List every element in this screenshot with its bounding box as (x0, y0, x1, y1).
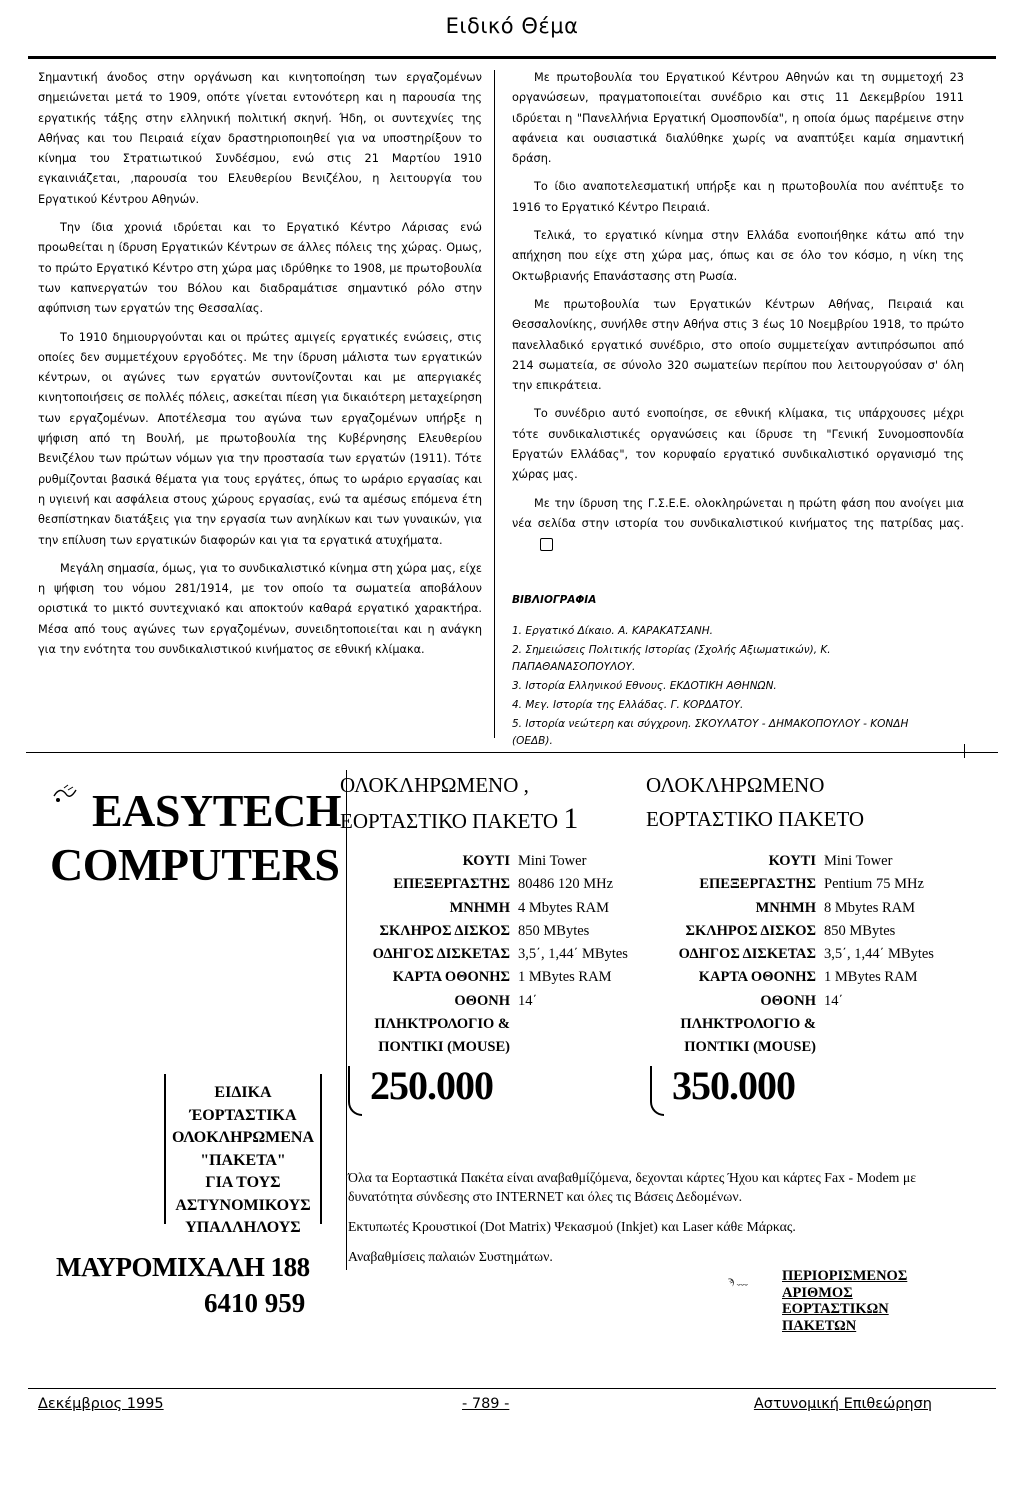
limited-offer-line: ΠΑΚΕΤΩΝ (782, 1317, 857, 1334)
package-price: 350.000 (672, 1063, 795, 1108)
advertisement-notes (348, 1168, 948, 1277)
spec-label: ΚΟΥΤΙ (462, 853, 510, 869)
package-accessory: ΠΟΝΤΙΚΙ (MOUSE) (684, 1039, 816, 1056)
package-price: 250.000 (370, 1063, 493, 1108)
spec-row (646, 897, 936, 920)
brand-logo-icon (52, 784, 78, 804)
spec-label: ΜΝΗΜΗ (755, 899, 816, 916)
article-paragraph: Το 1910 δημιουργούνται και οι πρώτες αμιγείς εργατικές ενώσεις, στις οποίες δεν συμμετέχουν εργοδότες. Με την ίδρυση μάλιστα των εργατικών κέντρων, οι αγώνες των εργατών συντονίζονται και με απεργιακές κινητοποιήσεις σε πολλές πόλεις, ασκείται πίεση για δικαιότερη μεταχείρηση των εργαζομένων. Αποτέλεσμα του αγώνα των εργαζομένων υπήρξε η ψήφιση από τη Βουλή, με πρωτοβουλία της Κυβέρνησης Ελευθερίου Βενιζέλου των πρώτων νόμων για την προστασία των εργατών (1911). Τότε ρυθμίζονται βασικά θέματα για τους εργάτες, όπως το ωράριο εργασίας και η υγιεινή και ασφάλεια στους χώρους εργασίας, ενώ τα αμέσως επόμενα έτη θεσπίστηκαν διατάξεις για την εργασία των ανηλίκων και των γυναικών, για την επίλυση των εργατικών διαφορών και για τα εργατικά ατυχήματα. (38, 330, 482, 547)
spec-label: ΕΠΕΞΕΡΓΑΣΤΗΣ (393, 876, 510, 893)
column-divider (494, 70, 495, 738)
spec-value: 14΄ (824, 992, 844, 1009)
limited-offer-line: ΑΡΙΘΜΟΣ (782, 1284, 853, 1301)
promo-line: ΑΣΤΥΝΟΜΙΚΟΥΣ (175, 1196, 311, 1214)
spec-row (340, 897, 630, 920)
spec-label: ΕΠΕΞΕΡΓΑΣΤΗΣ (699, 876, 816, 893)
spec-value: Pentium 75 MHz (824, 876, 924, 893)
package-number: 1 (563, 802, 579, 835)
footer-publication: Αστυνομική Επιθεώρηση (753, 1396, 932, 1412)
spec-label: ΟΔΗΓΟΣ ΔΙΣΚΕΤΑΣ (372, 946, 510, 963)
spec-label: ΣΚΛΗΡΟΣ ΔΙΣΚΟΣ (685, 922, 816, 939)
article-paragraph: Το ίδιο αναποτελεσματική υπήρξε και η πρωτοβουλία που ανέπτυξε το 1916 το Εργατικό Κέντρο Πειραιά. (512, 180, 964, 214)
spec-label: ΜΝΗΜΗ (449, 899, 510, 916)
price-bracket (650, 1066, 664, 1116)
promo-line: ΈΟΡΤΑΣΤΙΚΑ (189, 1106, 297, 1124)
bibliography-item: 4. Μεγ. Ιστορία της Ελλάδας. Γ. ΚΟΡΔΑΤΟΥ. (512, 699, 744, 711)
promo-line: ΓΙΑ ΤΟΥΣ (205, 1174, 281, 1191)
footer-date: Δεκέμβριος 1995 (38, 1396, 164, 1412)
spec-value: 850 MBytes (518, 922, 590, 939)
spec-value: 8 Mbytes RAM (824, 899, 916, 916)
bibliography-item: 2. Σημειώσεις Πολιτικής Ιστορίας (Σχολής Αξιωματικών), Κ. ΠΑΠΑΘΑΝΑΣΟΠΟΥΛΟΥ. (512, 644, 831, 673)
brand-name: EASYTECH (92, 785, 342, 836)
bibliography (512, 592, 952, 752)
promo-text (166, 1082, 320, 1240)
article-paragraph: Μεγάλη σημασία, όμως, για το συνδικαλιστικό κίνημα στη χώρα μας, είχε η ψήφιση του νόμου 281/1914, με τον οποίο τα σωματεία αποβάλουν οριστικά το μικτό συντεχνιακό και αποκτούν καθαρά εργατικό χαρακτήρα. Μέσα από τους αγώνες των εργαζομένων, συνειδητοποιείται και η ανάγκη για την ενότητα του συνδικαλιστικού κινήματος σε εθνική κλίμακα. (38, 561, 482, 657)
spec-value: 3,5΄, 1,44΄ MBytes (518, 946, 628, 963)
package-title-text: ΕΟΡΤΑΣΤΙΚΟ ΠΑΚΕΤΟ (340, 809, 559, 833)
price-bracket (348, 1066, 362, 1116)
spec-row (340, 850, 630, 873)
decorative-mark-icon: ϡ ﹏ (728, 1275, 748, 1287)
promo-box (164, 1074, 322, 1236)
spec-label: ΟΘΟΝΗ (760, 992, 816, 1009)
bibliography-list (512, 623, 952, 750)
advertisement-note: Όλα τα Εορταστικά Πακέτα είναι αναβαθμίζόμενα, δεχονται κάρτες Ήχου και κάρτες Fax - Modem με δυνατότητα σύνδεσης στο INTERNET και όλες τις Βάσεις Δεδομένων. (348, 1170, 917, 1204)
spec-row (646, 850, 936, 873)
spec-row (646, 920, 936, 943)
spec-value: Mini Tower (824, 853, 893, 869)
spec-value: 14΄ (518, 992, 538, 1009)
package-title-line2 (646, 806, 936, 832)
article-paragraph-text: Με την ίδρυση της Γ.Σ.Ε.Ε. ολοκληρώνεται η πρώτη φάση που ανοίγει μια νέα σελίδα στην ιστορία του συνδικαλιστικού κινήματος της πατρίδας μας. (512, 496, 964, 530)
bibliography-item: 5. Ιστορία νεώτερη και σύγχρονη. ΣΚΟΥΛΑΤΟΥ - ΔΗΜΑΚΟΠΟΥΛΟΥ - ΚΟΝΔΗ (ΟΕΔΒ). (512, 718, 909, 747)
package-accessory: ΠΛΗΚΤΡΟΛΟΓΙΟ & (374, 1016, 510, 1033)
article-right-column (512, 68, 964, 563)
spec-label: ΣΚΛΗΡΟΣ ΔΙΣΚΟΣ (379, 922, 510, 939)
article-left-column (38, 68, 482, 668)
spec-label: ΚΟΥΤΙ (768, 853, 816, 869)
package-2 (646, 772, 936, 1108)
package-title-line1: ΟΛΟΚΛΗΡΩΜΕΝΟ , (340, 773, 529, 797)
advertisement-corner-rule (964, 744, 965, 758)
advertisement-top-rule (26, 752, 998, 753)
promo-line: ΥΠΑΛΛΗΛΟΥΣ (185, 1219, 301, 1236)
advertisement-note: Εκτυπωτές Κρουστικοί (Dot Matrix) Ψεκασμού (Inkjet) και Laser κάθε Μάρκας. (348, 1219, 796, 1234)
article-paragraph: Το συνέδριο αυτό ενοποίησε, σε εθνική κλίμακα, τις υπάρχουσες μέχρι τότε συνδικαλιστικές οργανώσεις και ίδρυσε τη "Γενική Συνομοσπονδία Εργατών Ελλάδας", τον κορυφαίο εργατικό συνδικαλιστικό οργανισμό της χώρας μας. (512, 407, 964, 482)
spec-row (646, 873, 936, 896)
package-spec-list (646, 850, 936, 1060)
package-title-text: ΕΟΡΤΑΣΤΙΚΟ ΠΑΚΕΤΟ (646, 807, 865, 831)
package-title-line1: ΟΛΟΚΛΗΡΩΜΕΝΟ (646, 773, 825, 797)
article-paragraph: Τελικά, το εργατικό κίνημα στην Ελλάδα ενοποιήθηκε κάτω από την απήχηση που είχε στη χώρα μας, όπως και σε όλο τον κόσμο, η νίκη της Οκτωβριανής Επανάστασης στη Ρωσία. (512, 229, 964, 283)
store-address: ΜΑΥΡΟΜΙΧΑΛΗ 188 (56, 1252, 310, 1282)
spec-row (340, 920, 630, 943)
spec-label: ΚΑΡΤΑ ΟΘΟΝΗΣ (698, 969, 816, 986)
package-1 (340, 772, 630, 1108)
spec-row (646, 990, 936, 1013)
end-of-article-icon (540, 538, 553, 551)
limited-offer-line: ΕΟΡΤΑΣΤΙΚΩΝ (782, 1301, 889, 1317)
spec-value: 3,5΄, 1,44΄ MBytes (824, 946, 934, 963)
spec-row (646, 966, 936, 989)
bibliography-item: 1. Εργατικό Δίκαιο. Α. ΚΑΡΑΚΑΤΣΑΝΗ. (512, 625, 713, 637)
package-spec-list (340, 850, 630, 1060)
article-paragraph: Με πρωτοβουλία του Εργατικού Κέντρου Αθηνών και τη συμμετοχή 23 οργανώσεων, πραγματοποιείται συνέδριο και στις 11 Δεκεμβρίου 1911 ιδρύεται η "Πανελλήνια Εργατική Ομοσπονδία", η οποία όμως παρέμεινε στην αφάνεια και ουσιαστικά διαλύθηκε χωρίς να αναπτύξει καμία σημαντική δράση. (512, 71, 964, 166)
article-paragraph: Με πρωτοβουλία των Εργατικών Κέντρων Αθήνας, Πειραιά και Θεσσαλονίκης, συνήλθε στην Αθήνα στις 3 έως 10 Νοεμβρίου 1918, το πρώτο πανελλαδικό εργατικό συνέδριο, στο οποίο συμμετείχαν αντιπρόσωποι από 214 σωματεία, σε σύνολο 320 σωματείων περίπου που λειτουργούσαν σ' όλη την επικράτεια. (512, 297, 964, 393)
advertisement-brand-block (36, 770, 347, 1318)
promo-line: "ΠΑΚΕΤΑ" (200, 1151, 286, 1169)
limited-offer-line: ΠΕΡΙΟΡΙΣΜΕΝΟΣ (782, 1268, 908, 1284)
promo-line: ΕΙΔΙΚΑ (214, 1084, 272, 1101)
spec-row (340, 943, 630, 966)
header-rule (28, 56, 996, 59)
spec-row (340, 990, 630, 1013)
spec-label: ΚΑΡΤΑ ΟΘΟΝΗΣ (392, 969, 510, 986)
package-title-line2 (340, 802, 630, 835)
brand-subname: COMPUTERS (50, 839, 340, 890)
package-accessory: ΠΛΗΚΤΡΟΛΟΓΙΟ & (680, 1016, 816, 1033)
article-paragraph: Την ίδια χρονιά ιδρύεται και το Εργατικό Κέντρο Λάρισας ενώ προωθείται η ίδρυση Εργατικών Κέντρων σε άλλες πόλεις της χώρας. Ομως, το πρώτο Εργατικό Κέντρο στη χώρα μας ιδρύθηκε το 1908, με πρωτοβουλία των καπνεργατών του Βόλου και διαδραμάτισε σημαντικό ρόλο στην αφύπνιση των εργατών της Θεσσαλίας. (38, 221, 482, 316)
limited-offer-notice (782, 1268, 907, 1334)
store-phone: 6410 959 (204, 1288, 306, 1318)
article-paragraph: Σημαντική άνοδος στην οργάνωση και κινητοποίηση των εργαζομένων σημειώνεται μετά το 1909, οπότε γίνεται εντονότερη και η παρουσία της εργατικής τάξης στην ελληνική πολιτική σκηνή. Ήδη, οι συντεχνίες της Αθήνας και του Πειραιά είχαν δραστηριοποιηθεί για να υποστηρίξουν το κίνημα του Στρατιωτικού Συνδέσμου, ενώ στις 21 Μαρτίου 1910 εγκαινιάζεται, ,παρουσία του Ελευθερίου Βενιζέλου, η λειτουργία του Εργατικού Κέντρου Αθηνών. (38, 71, 482, 206)
footer-rule (28, 1388, 996, 1389)
spec-value: 80486 120 MHz (518, 876, 614, 893)
spec-label: ΟΔΗΓΟΣ ΔΙΣΚΕΤΑΣ (678, 946, 816, 963)
spec-label: ΟΘΟΝΗ (454, 992, 510, 1009)
spec-value: 850 MBytes (824, 922, 896, 939)
package-accessory: ΠΟΝΤΙΚΙ (MOUSE) (378, 1039, 510, 1056)
footer-page-number: - 789 - (462, 1396, 510, 1412)
spec-row (340, 873, 630, 896)
bibliography-heading: ΒΙΒΛΙΟΓΡΑΦΙΑ (512, 594, 597, 606)
spec-value: 1 MBytes RAM (518, 969, 612, 986)
advertisement-note: Αναβαθμίσεις παλαιών Συστημάτων. (348, 1249, 553, 1264)
article-paragraph-last (512, 494, 964, 555)
promo-line: ΟΛΟΚΛΗΡΩΜΕΝΑ (171, 1129, 315, 1146)
spec-row (646, 943, 936, 966)
spec-row (340, 966, 630, 989)
section-title: Ειδικό Θέμα (445, 14, 579, 38)
bibliography-item: 3. Ιστορία Ελληνικού Εθνους. ΕΚΔΟΤΙΚΗ ΑΘΗΝΩΝ. (512, 680, 777, 692)
spec-value: Mini Tower (518, 853, 587, 869)
spec-value: 1 MBytes RAM (824, 969, 918, 986)
spec-value: 4 Mbytes RAM (518, 899, 610, 916)
